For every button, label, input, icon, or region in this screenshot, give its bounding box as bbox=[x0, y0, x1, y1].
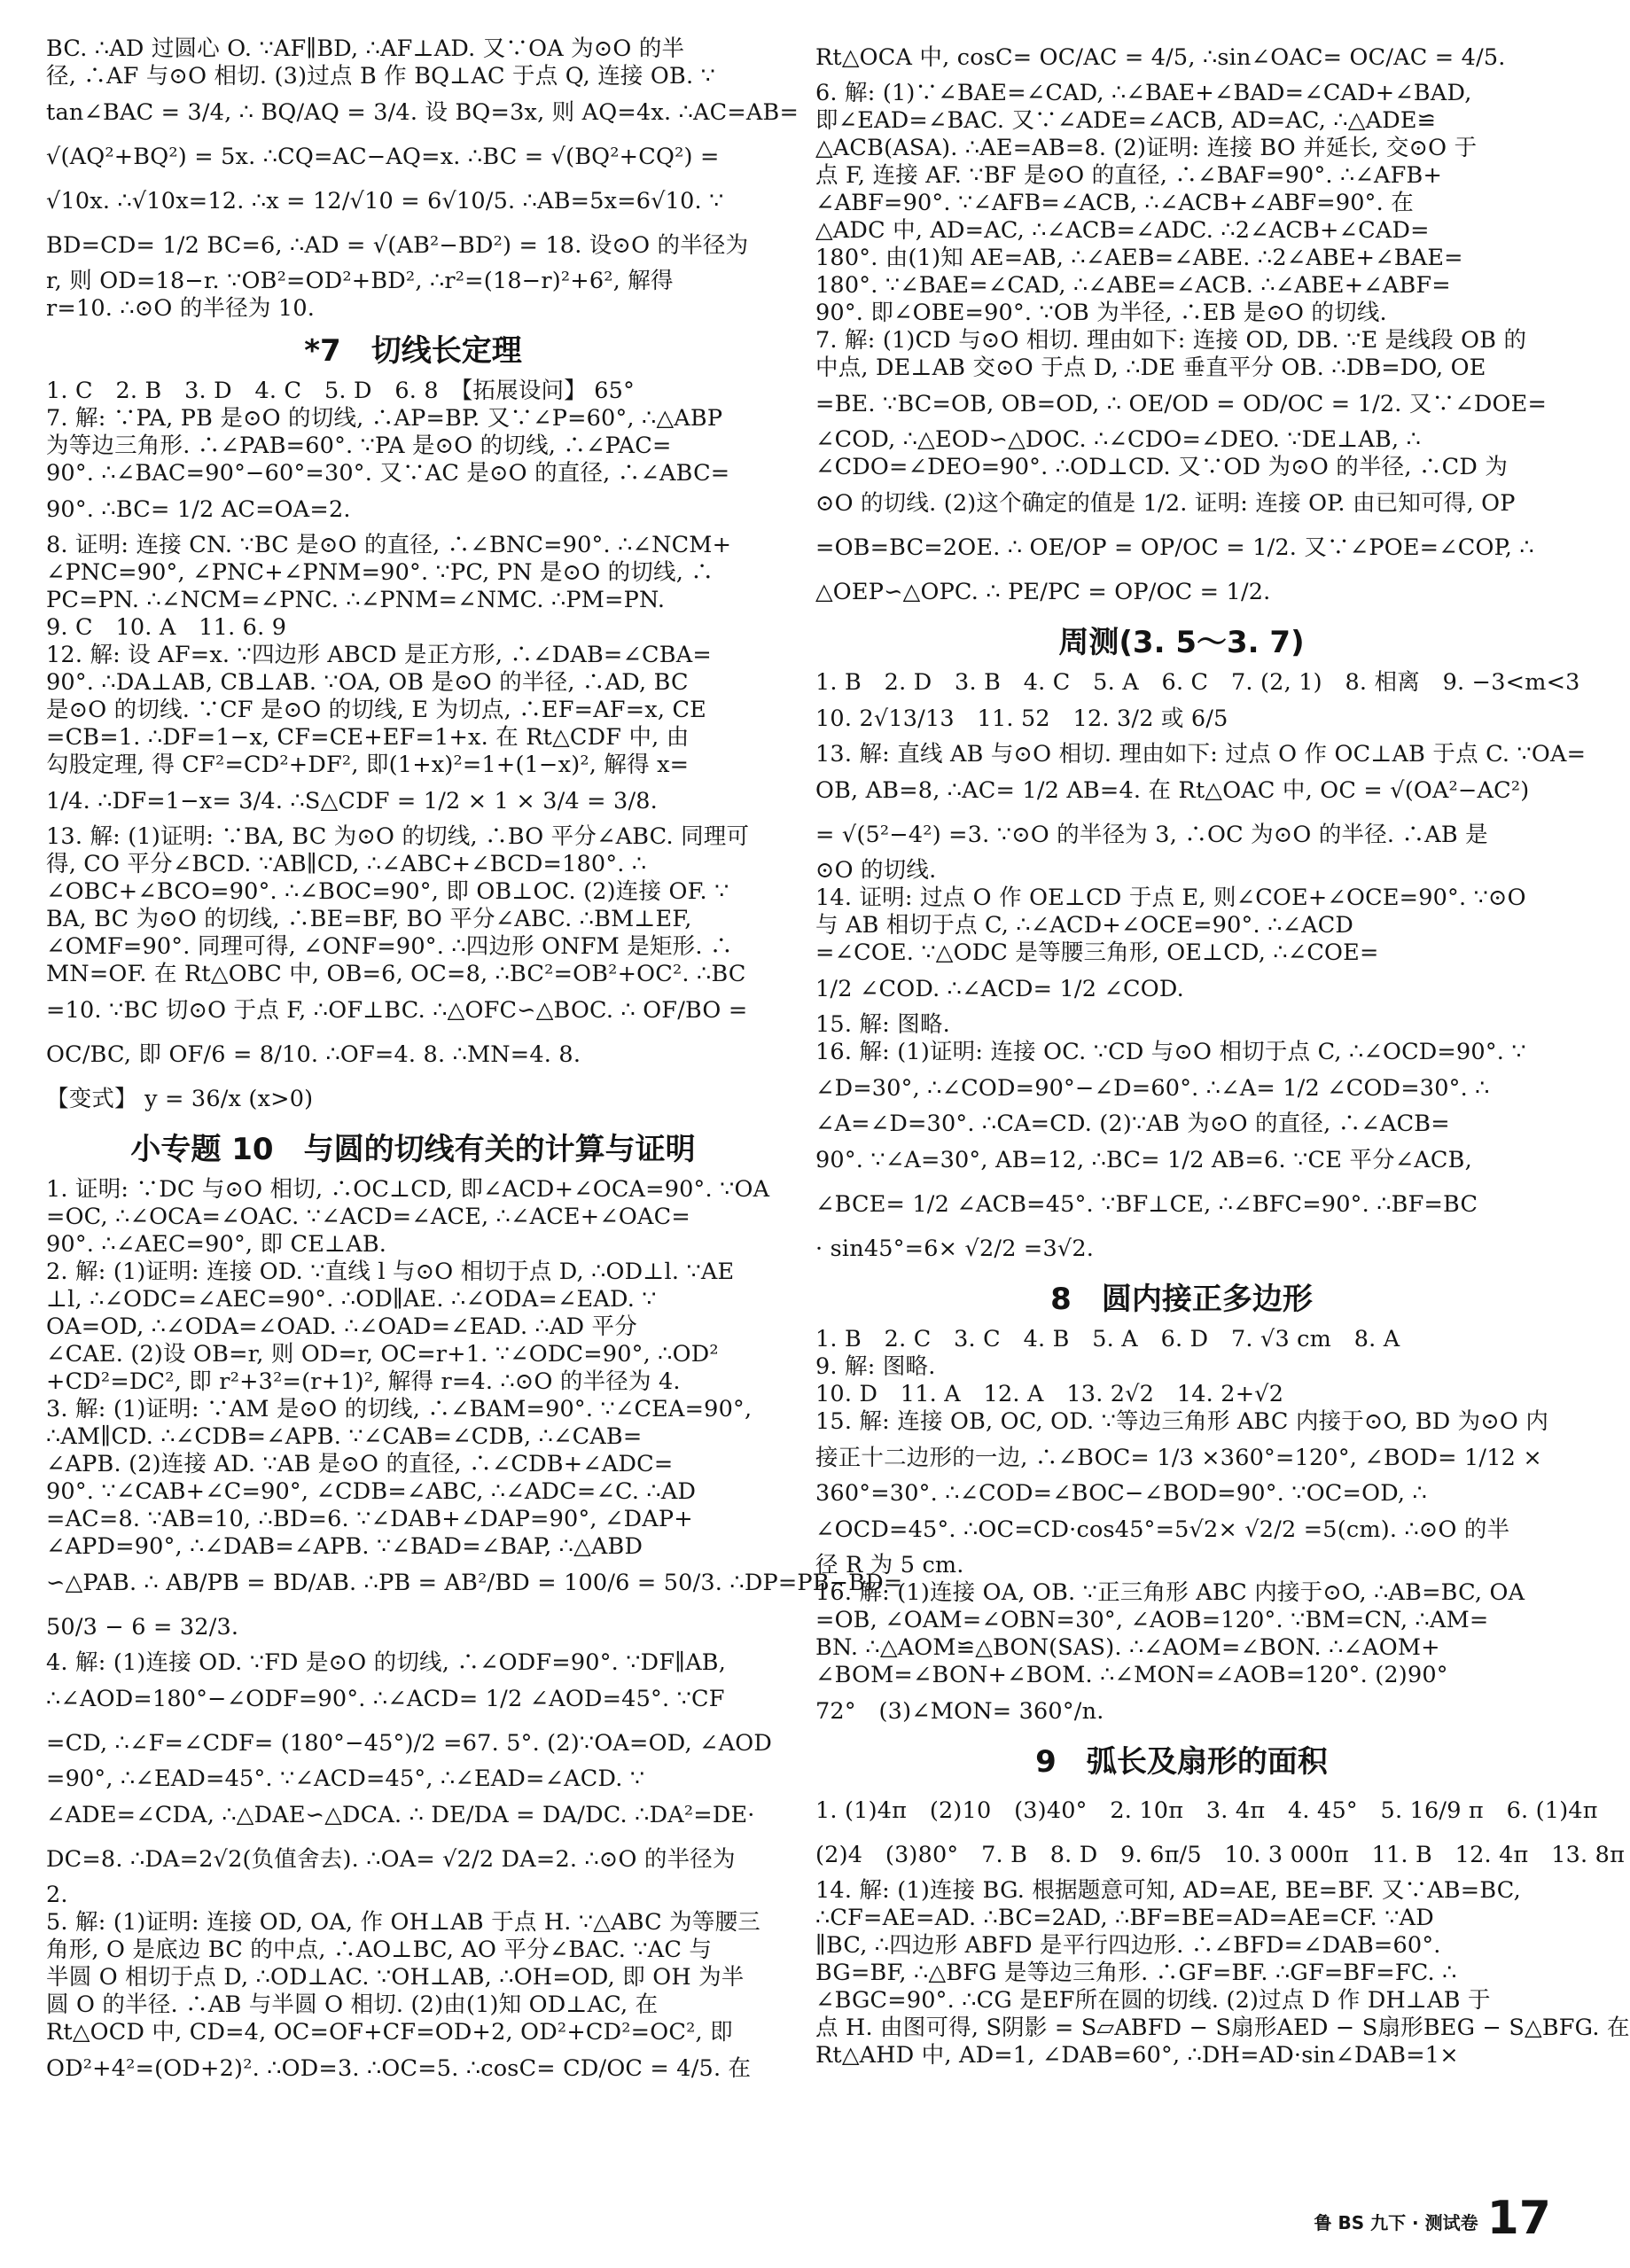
text-line: tan∠BAC = 3/4, ∴ BQ/AQ = 3/4. 设 BQ=3x, 则 AQ=4x. ∴AC=AB= bbox=[46, 99, 799, 126]
text-line: =10. ∵BC 切⊙O 于点 F, ∴OF⊥BC. ∴△OFC∽△BOC. ∴ OF/BO = bbox=[46, 997, 748, 1024]
text-line: 180°. 由(1)知 AE=AB, ∴∠AEB=∠ABE. ∴2∠ABE+∠BAE= bbox=[815, 245, 1463, 271]
footer-label: 鲁 BS 九下 · 测试卷 bbox=[1314, 2212, 1478, 2233]
text-line: 接正十二边形的一边, ∴∠BOC= 1/3 ×360°=120°, ∠BOD= 1/12 × bbox=[815, 1445, 1542, 1471]
text-line: △OEP∽△OPC. ∴ PE/PC = OP/OC = 1/2. bbox=[815, 579, 1271, 605]
text-line: 9. C 10. A 11. 6. 9 bbox=[46, 614, 287, 641]
text-line: ∽△PAB. ∴ AB/PB = BD/AB. ∴PB = AB²/BD = 100/6 = 50/3. ∴DP=PB−BD= bbox=[46, 1570, 903, 1596]
text-line: 圆 O 的半径. ∴AB 与半圆 O 相切. (2)由(1)知 OD⊥AC, 在 bbox=[46, 1991, 659, 2018]
text-line: 1. (1)4π (2)10 (3)40° 2. 10π 3. 4π 4. 45° 5. 16/9 π 6. (1)4π bbox=[815, 1797, 1598, 1824]
text-line: △ACB(ASA). ∴AE=AB=8. (2)证明: 连接 BO 并延长, 交⊙O 于 bbox=[815, 135, 1478, 161]
text-line: 角形, O 是底边 BC 的中点, ∴AO⊥BC, AO 平分∠BAC. ∵AC 与 bbox=[46, 1937, 713, 1963]
text-line: =∠COE. ∵△ODC 是等腰三角形, OE⊥CD, ∴∠COE= bbox=[815, 939, 1379, 966]
text-line: 12. 解: 设 AF=x. ∵四边形 ABCD 是正方形, ∴∠DAB=∠CBA= bbox=[46, 642, 712, 668]
text-line: 10. 2√13/13 11. 52 12. 3/2 或 6/5 bbox=[815, 705, 1228, 732]
text-line: ⊙O 的切线. (2)这个确定的值是 1/2. 证明: 连接 OP. 由已知可得, OP bbox=[815, 490, 1516, 517]
text-line: ∠D=30°, ∴∠COD=90°−∠D=60°. ∴∠A= 1/2 ∠COD=30°. ∴ bbox=[815, 1075, 1490, 1102]
text-line: BN. ∴△AOM≌△BON(SAS). ∴∠AOM=∠BON. ∴∠AOM+ bbox=[815, 1634, 1440, 1661]
text-line: =AC=8. ∵AB=10, ∴BD=6. ∵∠DAB+∠DAP=90°, ∠DAP+ bbox=[46, 1506, 693, 1532]
text-line: OC/BC, 即 OF/6 = 8/10. ∴OF=4. 8. ∴MN=4. 8. bbox=[46, 1041, 581, 1068]
text-line: BA, BC 为⊙O 的切线, ∴BE=BF, BO 平分∠ABC. ∴BM⊥EF, bbox=[46, 906, 692, 932]
text-line: r, 则 OD=18−r. ∵OB²=OD²+BD², ∴r²=(18−r)²+6², 解得 bbox=[46, 268, 674, 294]
text-line: 90°. 即∠OBE=90°. ∵OB 为半径, ∴EB 是⊙O 的切线. bbox=[815, 300, 1387, 326]
text-line: BC. ∴AD 过圆心 O. ∵AF∥BD, ∴AF⊥AD. 又∵OA 为⊙O 的半 bbox=[46, 35, 685, 62]
text-line: 即∠EAD=∠BAC. 又∵∠ADE=∠ACB, AD=AC, ∴△ADE≌ bbox=[815, 107, 1437, 134]
text-line: ∠A=∠D=30°. ∴CA=CD. (2)∵AB 为⊙O 的直径, ∴∠ACB= bbox=[815, 1111, 1450, 1137]
text-line: 5. 解: (1)证明: 连接 OD, OA, 作 OH⊥AB 于点 H. ∵△ABC 为等腰三 bbox=[46, 1909, 760, 1936]
text-line: 15. 解: 连接 OB, OC, OD. ∵等边三角形 ABC 内接于⊙O, BD 为⊙O 内 bbox=[815, 1408, 1549, 1435]
text-line: ∠APB. (2)连接 AD. ∵AB 是⊙O 的直径, ∴∠CDB+∠ADC= bbox=[46, 1451, 674, 1477]
text-line: 7. 解: ∵PA, PB 是⊙O 的切线, ∴AP=BP. 又∵∠P=60°, ∴△ABP bbox=[46, 405, 723, 432]
text-line: 为等边三角形. ∴∠PAB=60°. ∵PA 是⊙O 的切线, ∴∠PAC= bbox=[46, 433, 672, 459]
text-line: ∠CAE. (2)设 OB=r, 则 OD=r, OC=r+1. ∵∠ODC=90°, ∴OD² bbox=[46, 1341, 719, 1368]
text-line: 【变式】 y = 36/x (x>0) bbox=[46, 1086, 314, 1112]
text-line: =OC, ∴∠OCA=∠OAC. ∵∠ACD=∠ACE, ∴∠ACE+∠OAC= bbox=[46, 1204, 690, 1230]
text-line: 90°. ∴∠BAC=90°−60°=30°. 又∵AC 是⊙O 的直径, ∴∠ABC= bbox=[46, 460, 730, 487]
text-line: ∠ADE=∠CDA, ∴△DAE∽△DCA. ∴ DE/DA = DA/DC. ∴DA²=DE· bbox=[46, 1802, 755, 1828]
text-line: ∠COD, ∴△EOD∽△DOC. ∴∠CDO=∠DEO. ∵DE⊥AB, ∴ bbox=[815, 426, 1421, 453]
text-line: 2. 解: (1)证明: 连接 OD. ∵直线 l 与⊙O 相切于点 D, ∴OD⊥l. ∵AE bbox=[46, 1259, 735, 1285]
text-line: 7. 解: (1)CD 与⊙O 相切. 理由如下: 连接 OD, DB. ∵E 是线段 OB 的 bbox=[815, 327, 1527, 354]
text-line: 13. 解: 直线 AB 与⊙O 相切. 理由如下: 过点 O 作 OC⊥AB 于点 C. ∵OA= bbox=[815, 741, 1587, 768]
text-line: 180°. ∵∠BAE=∠CAD, ∴∠ABE=∠ACB. ∴∠ABE+∠ABF= bbox=[815, 272, 1451, 299]
text-line: 72° (3)∠MON= 360°/n. bbox=[815, 1698, 1104, 1725]
text-line: OA=OD, ∴∠ODA=∠OAD. ∴∠OAD=∠EAD. ∴AD 平分 bbox=[46, 1313, 637, 1340]
text-line: =OB, ∠OAM=∠OBN=30°, ∠AOB=120°. ∵BM=CN, ∴AM= bbox=[815, 1607, 1489, 1633]
text-line: 90°. ∵∠A=30°, AB=12, ∴BC= 1/2 AB=6. ∵CE 平分∠ACB, bbox=[815, 1147, 1472, 1173]
text-line: 90°. ∴∠AEC=90°, 即 CE⊥AB. bbox=[46, 1231, 387, 1258]
text-line: Rt△OCD 中, CD=4, OC=OF+CF=OD+2, OD²+CD²=OC², 即 bbox=[46, 2019, 733, 2046]
text-line: 90°. ∵∠CAB+∠C=90°, ∠CDB=∠ABC, ∴∠ADC=∠C. ∴AD bbox=[46, 1478, 697, 1505]
text-line: 15. 解: 图略. bbox=[815, 1011, 950, 1038]
text-line: BD=CD= 1/2 BC=6, ∴AD = √(AB²−BD²) = 18. 设⊙O 的半径为 bbox=[46, 232, 749, 259]
text-line: ∠ABF=90°. ∵∠AFB=∠ACB, ∴∠ACB+∠ABF=90°. 在 bbox=[815, 190, 1414, 216]
section-heading: 9 弧长及扇形的面积 bbox=[1035, 1744, 1328, 1780]
text-line: ∠OCD=45°. ∴OC=CD·cos45°=5√2× √2/2 =5(cm). ∴⊙O 的半 bbox=[815, 1516, 1510, 1543]
text-line: =90°, ∴∠EAD=45°. ∵∠ACD=45°, ∴∠EAD=∠ACD. ∵ bbox=[46, 1765, 645, 1792]
text-line: ∠OMF=90°. 同理可得, ∠ONF=90°. ∴四边形 ONFM 是矩形. ∴ bbox=[46, 933, 733, 960]
text-line: =BE. ∵BC=OB, OB=OD, ∴ OE/OD = OD/OC = 1/2. 又∵∠DOE= bbox=[815, 391, 1548, 417]
text-line: 1/2 ∠COD. ∴∠ACD= 1/2 ∠COD. bbox=[815, 976, 1184, 1002]
text-line: ∠BCE= 1/2 ∠ACB=45°. ∵BF⊥CE, ∴∠BFC=90°. ∴BF=BC bbox=[815, 1191, 1478, 1218]
text-line: 1. B 2. C 3. C 4. B 5. A 6. D 7. √3 cm 8. A bbox=[815, 1326, 1400, 1352]
text-line: 3. 解: (1)证明: ∵AM 是⊙O 的切线, ∴∠BAM=90°. ∵∠CEA=90°, bbox=[46, 1396, 753, 1422]
text-line: ∴∠AOD=180°−∠ODF=90°. ∴∠ACD= 1/2 ∠AOD=45°. ∵CF bbox=[46, 1686, 725, 1712]
text-line: 2. bbox=[46, 1882, 68, 1908]
text-line: 径 R 为 5 cm. bbox=[815, 1552, 964, 1578]
text-line: √(AQ²+BQ²) = 5x. ∴CQ=AC−AQ=x. ∴BC = √(BQ²+CQ²) = bbox=[46, 144, 720, 170]
text-line: MN=OF. 在 Rt△OBC 中, OB=6, OC=8, ∴BC²=OB²+OC². ∴BC bbox=[46, 961, 746, 987]
text-line: OD²+4²=(OD+2)². ∴OD=3. ∴OC=5. ∴cosC= CD/OC = 4/5. 在 bbox=[46, 2055, 752, 2082]
text-line: 9. 解: 图略. bbox=[815, 1353, 936, 1380]
text-line: 1. C 2. B 3. D 4. C 5. D 6. 8 【拓展设问】 65° bbox=[46, 378, 636, 404]
text-line: =CD, ∴∠F=∠CDF= (180°−45°)/2 =67. 5°. (2)∵OA=OD, ∠AOD bbox=[46, 1730, 772, 1757]
text-line: 是⊙O 的切线. ∵CF 是⊙O 的切线, E 为切点, ∴EF=AF=x, CE bbox=[46, 697, 706, 723]
text-line: 14. 证明: 过点 O 作 OE⊥CD 于点 E, 则∠COE+∠OCE=90°. ∵⊙O bbox=[815, 885, 1526, 911]
text-line: 360°=30°. ∴∠COD=∠BOC−∠BOD=90°. ∵OC=OD, ∴ bbox=[815, 1480, 1427, 1507]
page-footer bbox=[1314, 2192, 1551, 2245]
text-line: ⊥l, ∴∠ODC=∠AEC=90°. ∴OD∥AE. ∴∠ODA=∠EAD. ∵ bbox=[46, 1286, 657, 1313]
text-line: 径, ∴AF 与⊙O 相切. (3)过点 B 作 BQ⊥AC 于点 Q, 连接 OB. ∵ bbox=[46, 63, 715, 90]
text-line: 90°. ∴DA⊥AB, CB⊥AB. ∵OA, OB 是⊙O 的半径, ∴AD, BC bbox=[46, 669, 689, 696]
text-line: ∠BOM=∠BON+∠BOM. ∴∠MON=∠AOB=120°. (2)90° bbox=[815, 1662, 1448, 1688]
text-line: ∠APD=90°, ∴∠DAB=∠APB. ∵∠BAD=∠BAP, ∴△ABD bbox=[46, 1533, 643, 1560]
text-line: 中点, DE⊥AB 交⊙O 于点 D, ∴DE 垂直平分 OB. ∴DB=DO, OE bbox=[815, 355, 1486, 381]
text-line: 16. 解: (1)连接 OA, OB. ∵正三角形 ABC 内接于⊙O, ∴AB=BC, OA bbox=[815, 1579, 1525, 1606]
right-column bbox=[815, 35, 1630, 2069]
text-line: 1/4. ∴DF=1−x= 3/4. ∴S△CDF = 1/2 × 1 × 3/4 = 3/8. bbox=[46, 788, 658, 814]
text-line: =CB=1. ∴DF=1−x, CF=CE+EF=1+x. 在 Rt△CDF 中, 由 bbox=[46, 724, 690, 751]
text-line: OB, AB=8, ∴AC= 1/2 AB=4. 在 Rt△OAC 中, OC = √(OA²−AC²) bbox=[815, 777, 1530, 804]
text-line: ∠PNC=90°, ∠PNC+∠PNM=90°. ∵PC, PN 是⊙O 的切线, ∴ bbox=[46, 559, 714, 586]
text-line: (2)4 (3)80° 7. B 8. D 9. 6π/5 10. 3 000π 11. B 12. 4π 13. 8π bbox=[815, 1842, 1626, 1868]
text-line: 14. 解: (1)连接 BG. 根据题意可知, AD=AE, BE=BF. 又∵AB=BC, bbox=[815, 1877, 1521, 1904]
section-heading: 8 圆内接正多边形 bbox=[1050, 1282, 1313, 1317]
text-line: ∠OBC+∠BCO=90°. ∴∠BOC=90°, 即 OB⊥OC. (2)连接 OF. ∵ bbox=[46, 878, 729, 905]
text-line: Rt△OCA 中, cosC= OC/AC = 4/5, ∴sin∠OAC= OC/AC = 4/5. bbox=[815, 44, 1506, 71]
page-number: 17 bbox=[1486, 2192, 1551, 2245]
text-line: ∠CDO=∠DEO=90°. ∴OD⊥CD. 又∵OD 为⊙O 的半径, ∴CD 为 bbox=[815, 454, 1509, 480]
text-line: 50/3 − 6 = 32/3. bbox=[46, 1614, 239, 1641]
text-line: 点 F, 连接 AF. ∵BF 是⊙O 的直径, ∴∠BAF=90°. ∴∠AFB+ bbox=[815, 162, 1443, 189]
text-line: 13. 解: (1)证明: ∵BA, BC 为⊙O 的切线, ∴BO 平分∠ABC. 同理可 bbox=[46, 823, 750, 850]
text-line: 1. B 2. D 3. B 4. C 5. A 6. C 7. (2, 1) 8. 相离 9. −3<m<3 bbox=[815, 669, 1580, 696]
text-line: +CD²=DC², 即 r²+3²=(r+1)², 解得 r=4. ∴⊙O 的半径为 4. bbox=[46, 1368, 681, 1395]
text-line: DC=8. ∴DA=2√2(负值舍去). ∴OA= √2/2 DA=2. ∴⊙O 的半径为 bbox=[46, 1846, 736, 1873]
text-line: 4. 解: (1)连接 OD. ∵FD 是⊙O 的切线, ∴∠ODF=90°. ∵DF∥AB, bbox=[46, 1649, 727, 1676]
text-line: 得, CO 平分∠BCD. ∵AB∥CD, ∴∠ABC+∠BCD=180°. ∴ bbox=[46, 851, 647, 877]
text-line: ∴CF=AE=AD. ∴BC=2AD, ∴BF=BE=AD=AE=CF. ∵AD bbox=[815, 1905, 1434, 1931]
text-line: · sin45°=6× √2/2 =3√2. bbox=[815, 1235, 1095, 1262]
text-line: BG=BF, ∴△BFG 是等边三角形. ∴GF=BF. ∴GF=BF=FC. ∴ bbox=[815, 1960, 1457, 1986]
text-line: 10. D 11. A 12. A 13. 2√2 14. 2+√2 bbox=[815, 1381, 1284, 1407]
text-line: 勾股定理, 得 CF²=CD²+DF², 即(1+x)²=1+(1−x)², 解得 x= bbox=[46, 752, 690, 778]
text-line: ∥BC, ∴四边形 ABFD 是平行四边形. ∴∠BFD=∠DAB=60°. bbox=[815, 1932, 1441, 1959]
text-line: ∠BGC=90°. ∴CG 是EF所在圆的切线. (2)过点 D 作 DH⊥AB 于 bbox=[815, 1987, 1491, 2014]
text-line: 点 H. 由图可得, S阴影 = S▱ABFD − S扇形AED − S扇形BEG − S△BFG. 在 bbox=[815, 2015, 1630, 2041]
text-line: r=10. ∴⊙O 的半径为 10. bbox=[46, 295, 316, 322]
section-heading: 周测(3. 5～3. 7) bbox=[1058, 625, 1305, 660]
text-line: 90°. ∴BC= 1/2 AC=OA=2. bbox=[46, 496, 351, 523]
text-line: PC=PN. ∴∠NCM=∠PNC. ∴∠PNM=∠NMC. ∴PM=PN. bbox=[46, 587, 666, 613]
text-line: =OB=BC=2OE. ∴ OE/OP = OP/OC = 1/2. 又∵∠POE=∠COP, ∴ bbox=[815, 534, 1534, 561]
section-heading: *7 切线长定理 bbox=[304, 333, 522, 369]
text-line: ∴AM∥CD. ∴∠CDB=∠APB. ∵∠CAB=∠CDB, ∴∠CAB= bbox=[46, 1423, 643, 1450]
text-line: = √(5²−4²) =3. ∵⊙O 的半径为 3, ∴OC 为⊙O 的半径. ∴AB 是 bbox=[815, 822, 1488, 848]
text-line: 8. 证明: 连接 CN. ∵BC 是⊙O 的直径, ∴∠BNC=90°. ∴∠NCM+ bbox=[46, 532, 732, 558]
text-line: △ADC 中, AD=AC, ∴∠ACB=∠ADC. ∴2∠ACB+∠CAD= bbox=[815, 217, 1430, 244]
text-line: 半圆 O 相切于点 D, ∴OD⊥AC. ∵OH⊥AB, ∴OH=OD, 即 OH 为半 bbox=[46, 1964, 745, 1991]
text-line: 16. 解: (1)证明: 连接 OC. ∵CD 与⊙O 相切于点 C, ∴∠OCD=90°. ∵ bbox=[815, 1039, 1526, 1065]
text-line: ⊙O 的切线. bbox=[815, 857, 937, 884]
text-line: 1. 证明: ∵DC 与⊙O 相切, ∴OC⊥CD, 即∠ACD+∠OCA=90°. ∵OA bbox=[46, 1176, 770, 1203]
text-line: 6. 解: (1)∵∠BAE=∠CAD, ∴∠BAE+∠BAD=∠CAD+∠BAD, bbox=[815, 80, 1472, 106]
text-line: Rt△AHD 中, AD=1, ∠DAB=60°, ∴DH=AD·sin∠DAB=1× bbox=[815, 2042, 1459, 2069]
text-line: √10x. ∴√10x=12. ∴x = 12/√10 = 6√10/5. ∴AB=5x=6√10. ∵ bbox=[46, 188, 724, 214]
section-heading: 小专题 10 与圆的切线有关的计算与证明 bbox=[130, 1132, 696, 1167]
text-line: 与 AB 相切于点 C, ∴∠ACD+∠OCE=90°. ∴∠ACD bbox=[815, 912, 1354, 939]
